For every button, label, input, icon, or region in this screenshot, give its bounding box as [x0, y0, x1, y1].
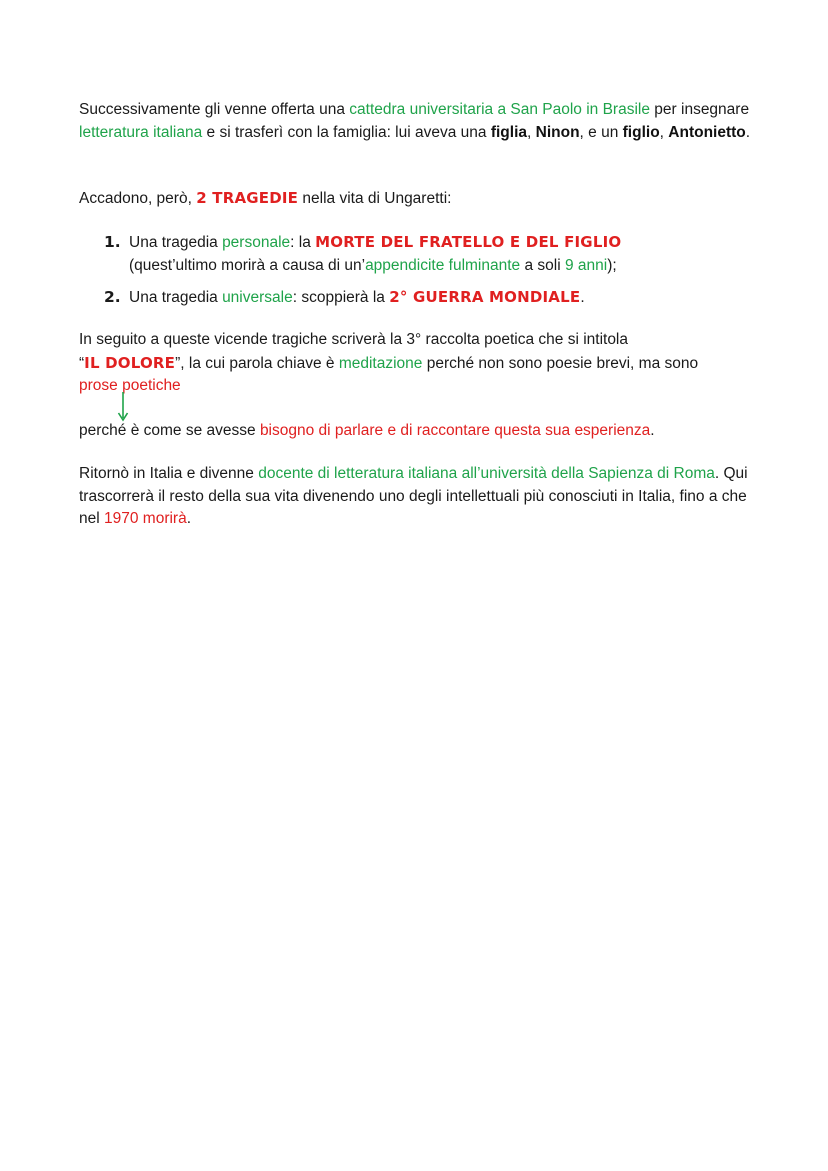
text: .	[186, 510, 192, 527]
text: e si trasferì con la famiglia: lui aveva una	[202, 123, 491, 141]
highlight-red-bold: IL DOLORE	[84, 353, 176, 372]
text: “	[79, 354, 85, 372]
list-number: 2.	[104, 288, 121, 306]
highlight-green: letteratura italiana	[79, 123, 203, 141]
text: In seguito a queste vicende tragiche scriverà la 3° raccolta poetica che si intitola	[79, 331, 629, 348]
highlight-red: prose poetiche	[79, 377, 181, 394]
highlight-red-bold: MORTE DEL FRATELLO E DEL FIGLIO	[315, 233, 622, 251]
text: ,	[527, 123, 536, 141]
text: : la	[290, 234, 316, 251]
text: );	[607, 256, 617, 274]
text: , e un	[579, 123, 623, 141]
highlight-green: meditazione	[338, 354, 423, 372]
text: ,	[659, 123, 669, 141]
text: Una tragedia	[129, 289, 223, 306]
text: Accadono, però,	[79, 190, 197, 207]
paragraph-il-dolore	[79, 329, 759, 398]
list-item-1-continuation	[104, 255, 744, 278]
list-number: 1.	[104, 233, 121, 251]
paragraph-brasile	[79, 99, 759, 144]
bold-text: figlio	[622, 123, 660, 141]
list-item-1	[104, 231, 744, 277]
highlight-green: personale	[222, 234, 291, 251]
paragraph-tragedie	[79, 187, 759, 211]
highlight-red: bisogno di parlare e di raccontare questa sua esperienza	[259, 422, 651, 439]
highlight-red: 1970 morirà	[104, 510, 187, 527]
paragraph-ritorno	[79, 463, 759, 531]
text: Una tragedia	[129, 234, 223, 251]
text: nella vita di Ungaretti:	[298, 190, 452, 207]
bold-text: Antonietto	[668, 123, 746, 141]
text: .	[580, 289, 585, 306]
bold-text: Ninon	[535, 123, 580, 141]
list-item-2	[104, 286, 744, 310]
text: per insegnare	[649, 101, 750, 118]
highlight-green: cattedra universitaria a San Paolo in Brasile	[349, 101, 650, 118]
text: a soli	[520, 256, 565, 274]
text: Successivamente gli venne offerta una	[79, 101, 350, 118]
highlight-green: appendicite fulminante	[365, 256, 521, 274]
text: .	[650, 422, 655, 439]
highlight-red-bold: 2° GUERRA MONDIALE	[389, 288, 581, 306]
paragraph-perche	[79, 420, 759, 443]
highlight-green: universale	[222, 289, 293, 306]
text: perché non sono poesie brevi, ma sono	[422, 354, 699, 372]
text: : scoppierà la	[292, 289, 390, 306]
text: ”, la cui parola chiave è	[175, 354, 339, 372]
text: Ritornò in Italia e divenne	[79, 465, 259, 482]
text: (quest’ultimo morirà a causa di un’	[129, 256, 366, 274]
highlight-red-bold: 2 TRAGEDIE	[196, 189, 299, 207]
text: perché è come se avesse	[79, 422, 260, 439]
highlight-green: 9 anni	[564, 256, 608, 274]
text: .	[745, 123, 751, 141]
bold-text: figlia	[490, 123, 528, 141]
highlight-green: docente di letteratura italiana all’università della Sapienza di Roma	[258, 465, 715, 482]
text: . Qui trascorrerà il resto della sua vita divenendo uno degli intellettuali più conosciuti in Italia, fino a che nel	[79, 465, 748, 527]
